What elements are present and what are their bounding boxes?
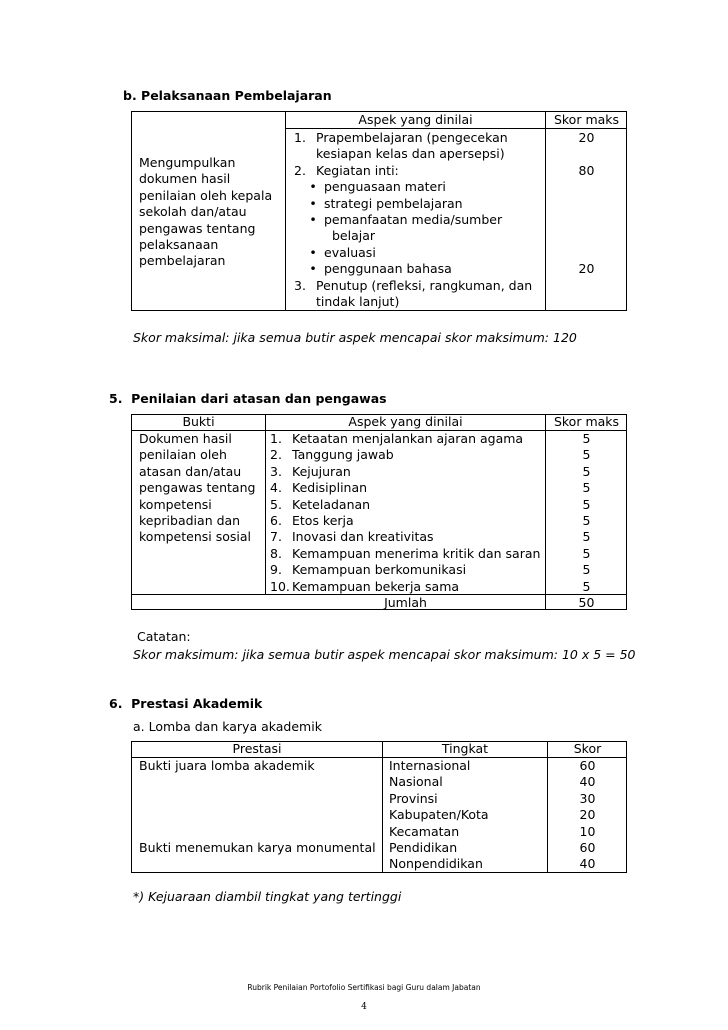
page-number: 4 [361, 1002, 367, 1012]
aspect-item: 1. Ketaatan menjalankan ajaran agama [270, 431, 524, 446]
table-5-aspects [270, 431, 545, 595]
level-cell: Kecamatan [389, 823, 460, 839]
section-5-heading: 5. Penilaian dari atasan dan pengawas [109, 391, 387, 406]
table-6-header-skor: Skor [573, 741, 602, 756]
section-6-note: *) Kejuaraan diambil tingkat yang tertinggi [133, 889, 402, 904]
table-5-total-value: 50 [578, 595, 595, 610]
section-5-note: Skor maksimum: jika semua butir aspek mencapai skor maksimum: 10 x 5 = 50 [133, 647, 636, 662]
aspect-item: 3. Kejujuran [270, 463, 351, 479]
aspect-bullet: • penggunaan bahasa [309, 261, 452, 277]
table-b-header-aspek: Aspek yang dinilai [358, 112, 473, 127]
evidence-line: atasan dan/atau [139, 463, 242, 479]
aspect-item: 3. Penutup (refleksi, rangkuman, dan [294, 277, 533, 293]
table-b-score-3: 20 [578, 261, 595, 276]
evidence-line: kepribadian dan [139, 513, 241, 529]
aspect-item: 8. Kemampuan menerima kritik dan saran [270, 545, 541, 561]
evidence-line: pembelajaran [139, 253, 226, 269]
aspect-line: kesiapan kelas dan apersepsi) [316, 146, 505, 162]
score-cell: 5 [582, 529, 591, 545]
score-cell: 40 [579, 774, 596, 790]
table-5-header-bukti: Bukti [182, 414, 215, 429]
evidence-line: pengawas tentang [139, 480, 256, 496]
level-cell: Kabupaten/Kota [389, 807, 489, 823]
aspect-item: 7. Inovasi dan kreativitas [270, 529, 434, 545]
evidence-line: kompetensi [139, 496, 212, 512]
score-cell: 30 [579, 790, 596, 806]
table-6-levels [389, 758, 489, 873]
table-5-scores [546, 431, 627, 595]
evidence-line: Mengumpulkan [139, 155, 236, 170]
table-6-divider-1 [382, 741, 383, 873]
table-5-divider-1 [265, 414, 266, 594]
aspect-bullet: • penguasaan materi [309, 179, 446, 195]
score-cell: 5 [582, 562, 591, 578]
aspect-line: tindak lanjut) [316, 294, 400, 310]
table-5-evidence [139, 431, 255, 546]
aspect-item: 1. Prapembelajaran (pengecekan [294, 130, 508, 145]
section-6-subheading: a. Lomba dan karya akademik [133, 719, 322, 734]
level-cell: Internasional [389, 758, 471, 773]
table-b-divider-1 [285, 111, 286, 311]
aspect-bullet: • pemanfaatan media/sumber [309, 212, 503, 228]
table-b-header-skor: Skor maks [553, 112, 620, 127]
score-cell: 5 [582, 545, 591, 561]
score-cell: 5 [582, 496, 591, 512]
table-6-header-prestasi: Prestasi [232, 741, 282, 756]
score-cell: 5 [582, 578, 591, 594]
evidence-line: kompetensi sosial [139, 529, 251, 545]
evidence-line: dokumen hasil [139, 171, 231, 187]
section-5-note-label: Catatan: [137, 629, 191, 644]
score-cell: 60 [579, 840, 596, 856]
aspect-item: 10. Kemampuan bekerja sama [270, 578, 460, 594]
table-b-aspects [294, 130, 544, 310]
table-b-score-2: 80 [578, 163, 595, 178]
aspect-item: 6. Etos kerja [270, 513, 354, 529]
level-cell: Pendidikan [389, 840, 458, 856]
aspect-bullet: • strategi pembelajaran [309, 195, 463, 211]
score-cell: 5 [582, 480, 591, 496]
evidence-line: pengawas tentang [139, 220, 256, 236]
evidence-line: penilaian oleh [139, 447, 227, 463]
table-6-scores [548, 758, 627, 873]
table-6-header-tingkat: Tingkat [441, 741, 489, 756]
score-cell: 5 [582, 431, 591, 446]
table-b-header-line [286, 128, 627, 129]
score-cell: 5 [582, 463, 591, 479]
aspect-item: 5. Keteladanan [270, 496, 371, 512]
score-cell: 40 [579, 856, 596, 872]
score-cell: 5 [582, 513, 591, 529]
aspect-item: 2. Tanggung jawab [270, 447, 394, 463]
evidence-line: sekolah dan/atau [139, 204, 247, 220]
table-5-header-aspek: Aspek yang dinilai [348, 414, 463, 429]
aspect-item: 4. Kedisiplinan [270, 480, 368, 496]
table-5-header-skor: Skor maks [553, 414, 620, 429]
evidence-line: penilaian oleh kepala [139, 187, 273, 203]
section-b-heading: b. Pelaksanaan Pembelajaran [123, 88, 332, 103]
score-cell: 60 [579, 758, 596, 773]
level-cell: Nonpendidikan [389, 856, 483, 872]
level-cell: Nasional [389, 774, 443, 790]
aspect-line: belajar [332, 228, 376, 244]
table-b-evidence [139, 155, 272, 270]
evidence-line: pelaksanaan [139, 237, 219, 253]
aspect-item: 9. Kemampuan berkomunikasi [270, 562, 467, 578]
aspect-item: 2. Kegiatan inti: [294, 162, 399, 178]
score-cell: 20 [579, 807, 596, 823]
table-5-total-label: Jumlah [384, 595, 427, 610]
aspect-bullet: • evaluasi [309, 244, 376, 260]
evidence-line: Dokumen hasil [139, 431, 232, 446]
table-6-prestasi-2: Bukti menemukan karya monumental [139, 840, 376, 855]
section-b-note: Skor maksimal: jika semua butir aspek mencapai skor maksimum: 120 [133, 330, 577, 345]
score-cell: 10 [579, 823, 596, 839]
table-6-prestasi-1: Bukti juara lomba akademik [139, 758, 315, 773]
section-6-heading: 6. Prestasi Akademik [109, 696, 263, 711]
level-cell: Provinsi [389, 790, 438, 806]
score-cell: 5 [582, 447, 591, 463]
table-b-score-1: 20 [578, 130, 595, 145]
footer-title: Rubrik Penilaian Portofolio Sertifikasi bagi Guru dalam Jabatan [247, 983, 481, 992]
